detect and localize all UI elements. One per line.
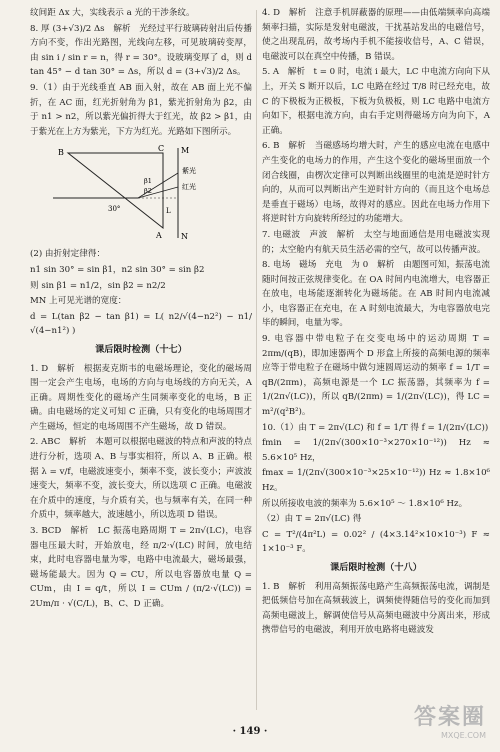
paragraph: 8. 电场 磁场 充电 为 0 解析 由题图可知，振荡电流随时间按正弦规律变化。在 OA 时间内电流增大，电容器正在放电，电场能逐渐转化为磁场能。在 AB 时间内电流减小，电容器正在充电，在 A 时刻电流最大，为电容器放电完毕的瞬间，电量为零。 [262, 260, 490, 329]
paragraph: 则 sin β1 = n1/2，sin β2 = n2/2 [30, 280, 166, 291]
paragraph: 10.（1）由 T = 2π√(LC) 和 f = 1/T 得 f = 1/(2π√(LC)) [262, 422, 489, 433]
label-N: N [181, 232, 188, 242]
section-title: 课后限时检测（十八） [330, 561, 422, 573]
paragraph: d = L(tan β2 − tan β1) = L( n2/√(4−n2²) − n1/√(4−n1²) ) [30, 311, 252, 337]
label-C: C [158, 144, 165, 154]
label-A: A [156, 231, 162, 241]
paragraph: fmin = 1/(2π√(300×10⁻³×270×10⁻¹²)) Hz ≈ 5.6×10⁵ Hz， [262, 438, 490, 463]
label-M: M [181, 146, 190, 156]
label-B: B [58, 148, 64, 158]
paragraph: 所以所接收电波的频率为 5.6×10⁵ ～ 1.8×10⁶ Hz。 [262, 498, 468, 509]
paragraph: 纹间距 Δx 大，实线表示 a 光的干涉条纹。 [30, 8, 195, 18]
column-divider [256, 10, 257, 710]
page-number: · 149 · [232, 726, 268, 737]
paragraph: 6. B 解析 当磁感场均增大时，产生的感应电流在电感中产生变化的电场力的作用，产生这个变化的磁场里面放一个闭合线圈，由楞次定律可以判断出线圈里的电流是逆时针方向的，从而可以判断出产生逆时针方向的（而且这个电场总是垂直于磁场）电场，故得对的感应。因此在电场力作用下将逆时针方向旋转所经过的功能增大。 [262, 141, 490, 225]
paragraph: 1. D 解析 根据麦克斯韦的电磁场理论，变化的磁场周围一定会产生电场，电场的方向与电场线的方向无关，A 正确。周期性变化的磁场产生同频率变化的电场，B 正确。由电磁场的定义可知 C 正确，只有变化的电场周围才产生磁场，恒定的电场周围不产生磁场，故 D 错误。 [30, 363, 252, 432]
label-violet: 紫光 [182, 167, 196, 176]
paragraph: (2) 由折射定律得： [30, 249, 106, 260]
paragraph: n1 sin 30° = sin β1，n2 sin 30° = sin β2 [30, 264, 205, 275]
label-30deg: 30° [108, 205, 121, 214]
watermark-logo [414, 700, 486, 740]
paragraph: 1. B 解析 利用高频振荡电路产生高频振荡电流，调制是把低频信号加在高频载波上，调频使得随信号的变化而加到高频电磁波上，解调使信号从高频电磁波中分离出来，形成携带信号的电磁波，利用开放电路将电磁波发 [262, 581, 490, 636]
label-L: L [166, 207, 171, 216]
right-column [262, 6, 490, 639]
watermark-url: MXQE.COM [440, 731, 486, 740]
paragraph: 4. D 解析 注意手机屏蔽器的原理——由低端频率向高端频率扫描，实际是发射电磁波，干扰基站发出的电磁信号，使之出现乱码，故考场内手机不能接收信号，A、C 错误，电磁波可以在真空中传播，B 错误。 [262, 8, 490, 62]
label-red: 红光 [182, 183, 196, 192]
left-column [30, 6, 252, 613]
section-title: 课后限时检测（十七） [95, 343, 187, 355]
paragraph: 2. ABC 解析 本题可以根据电磁波的特点和声波的特点进行分析，选项 A、B 与事实相符，所以 A、B 正确。根据 λ = v/f，电磁波速变小，频率不变，波长变小；声波波速变大，频率不变，波长变大，所以选项 C 正确。电磁波在介质中的速度，与介质有关，也与频率有关，在同一种介质中，频率越大，波速越小，所以选项 D 错误。 [30, 437, 252, 521]
paragraph: 9. 电容器中带电粒子在交变电场中的运动周期 T = 2πm/(qB)，即加速器两个 D 形盒上所接的高频电源的频率应等于带电粒子在磁场中做匀速圆周运动的频率 f = 1/T = qB/(2πm)，高频电源是一个 LC 振荡器，其频率为 f = 1/(2π√(LC))，所以 qB/(2πm) = 1/(2π√(LC))，得 LC = m²/(q²B²)。 [262, 334, 490, 418]
watermark-title: 答案圈 [413, 705, 486, 730]
prism-diagram [48, 143, 218, 243]
paragraph: 3. BCD 解析 LC 振荡电路周期 T = 2π√(LC)，电容器电压最大时，开始放电，经 π/2·√(LC) 时间，放电结束，此时电容器电量为零，电路中电流最大，磁场最强，磁场能最大。因为 Q = CU，所以电容器放电量 Q = CUm，由 I = q/t，所以 I = CUm / (π/2·√(LC)) = 2Um/π · √(C/L)，B、C、D 正确。 [30, 526, 252, 609]
label-beta1: β1 [144, 177, 152, 186]
paragraph: C = T²/(4π²L) = 0.02² / (4×3.14²×10×10⁻³) F ≈ 1×10⁻³ F。 [262, 529, 490, 555]
paragraph: 9.（1）由于光线垂直 AB 面入射，故在 AB 面上光不偏折，在 AC 面，红光折射角为 β1，紫光折射角为 β2，由于 n1 > n2，所以紫光偏折得大于红光，故 β2 > β1，由于紫光在上方为紫光，下方为红光。光路如下图所示。 [30, 82, 252, 137]
paragraph: MN 上可见光谱的宽度： [30, 296, 127, 307]
paragraph: 8. 厚 (3+√3)/2 Δs 解析 光经过平行玻璃砖射出后传播方向不变，作出光路图，光线向左移，可见玻璃砖变厚，由 sin i / sin r = n，得 r = 30°。设玻璃变厚了 d，则 d tan 45° − d tan 30° = Δs，所以 d = (3+√3)/2 Δs。 [30, 23, 252, 78]
paragraph: （2）由 T = 2π√(LC) 得 [262, 514, 362, 525]
paragraph: 7. 电磁波 声波 解析 太空与地面通信是用电磁波实现的；太空舱内有航天员生活必需的空气，故可以传播声波。 [262, 229, 490, 255]
label-beta2: β2 [144, 187, 152, 196]
paragraph: fmax = 1/(2π√(300×10⁻³×25×10⁻¹²)) Hz ≈ 1.8×10⁶ Hz。 [262, 468, 490, 493]
paragraph: 5. A 解析 t = 0 时，电流 i 最大，LC 中电流方向向下从上，开关 S 断开以后，LC 电路在经过 T/8 时已经充电，故 C 的下极板为正极板，下板为负极板，则 LC 电路中电流方向如下，根据电流方向，由右手定则得磁场方向为向下，A 正确。 [262, 67, 490, 136]
